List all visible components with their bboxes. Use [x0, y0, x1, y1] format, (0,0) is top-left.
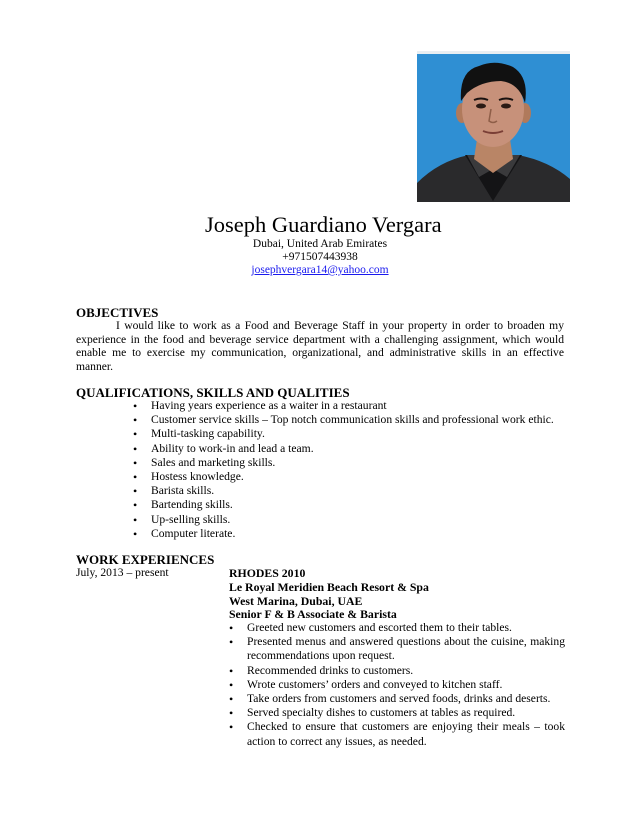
list-item: • Take orders from customers and served foods, drinks and deserts.: [229, 692, 565, 706]
email-link[interactable]: josephvergara14@yahoo.com: [251, 264, 389, 276]
work-heading: WORK EXPERIENCES: [76, 552, 215, 567]
job-title: Senior F & B Associate & Barista: [229, 607, 397, 621]
objectives-heading: OBJECTIVES: [76, 305, 159, 320]
location-text: Dubai, United Arab Emirates: [252, 238, 388, 250]
phone-text: +971507443938: [282, 251, 358, 263]
duties-list: [229, 621, 565, 749]
candidate-name: Joseph Guardiano Vergara: [205, 212, 442, 237]
employment-dates: July, 2013 – present: [76, 566, 169, 579]
objectives-paragraph: I would like to work as a Food and Beverage Staff in your property in order to broaden my experience in the food and beverage service department with a challenging assignment, which would enable me to exercise my communication, organizational, and administrative skills in an effective manner.: [76, 319, 564, 374]
hotel-name: Le Royal Meridien Beach Resort & Spa: [229, 580, 429, 594]
profile-photo: [417, 51, 570, 202]
employer-name: RHODES 2010: [229, 566, 306, 580]
qualifications-list: [133, 399, 573, 541]
list-item: • Served specialty dishes to customers at tables as required.: [229, 706, 565, 720]
list-item: • Wrote customers’ orders and conveyed to kitchen staff.: [229, 678, 565, 692]
list-item: • Hostess knowledge.: [133, 470, 573, 484]
list-item: • Presented menus and answered questions about the cuisine, making recommendations upon request.: [229, 635, 565, 663]
list-item: • Bartending skills.: [133, 498, 573, 512]
list-item: • Up-selling skills.: [133, 513, 573, 527]
list-item: • Barista skills.: [133, 484, 573, 498]
list-item: • Sales and marketing skills.: [133, 456, 573, 470]
list-item: • Greeted new customers and escorted them to their tables.: [229, 621, 565, 635]
list-item: • Checked to ensure that customers are enjoying their meals – took action to correct any issues, as needed.: [229, 720, 565, 748]
list-item: • Customer service skills – Top notch communication skills and professional work ethic.: [133, 413, 573, 427]
list-item: • Ability to work-in and lead a team.: [133, 442, 573, 456]
list-item: • Recommended drinks to customers.: [229, 664, 565, 678]
work-location: West Marina, Dubai, UAE: [229, 594, 363, 608]
list-item: • Computer literate.: [133, 527, 573, 541]
qualifications-heading: QUALIFICATIONS, SKILLS AND QUALITIES: [76, 385, 350, 400]
list-item: • Having years experience as a waiter in a restaurant: [133, 399, 573, 413]
list-item: • Multi-tasking capability.: [133, 427, 573, 441]
